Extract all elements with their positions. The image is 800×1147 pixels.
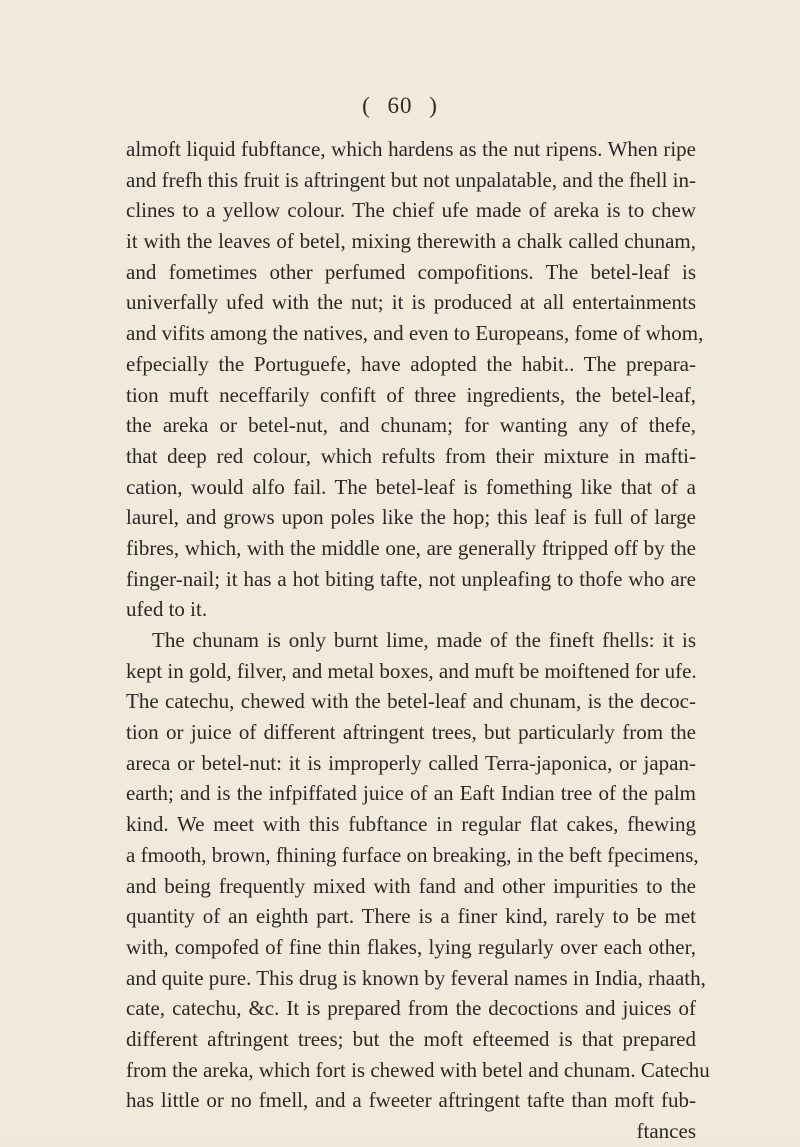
text-line: and being frequently mixed with fand and other impurities to the	[126, 873, 696, 898]
catchword: ftances	[636, 1119, 696, 1143]
text-line: that deep red colour, which refults from their mixture in mafti-	[126, 443, 696, 468]
text-line: the areka or betel-nut, and chunam; for wanting any of thefe,	[126, 413, 696, 438]
text-line: univerfally ufed with the nut; it is produced at all entertainments	[126, 290, 696, 315]
text-line: with, compofed of fine thin flakes, lying regularly over each other,	[126, 934, 696, 959]
text-line: earth; and is the infpiffated juice of an Eaft Indian tree of the palm	[126, 781, 696, 806]
text-line: cate, catechu, &c. It is prepared from the decoctions and juices of	[126, 996, 696, 1021]
text-line: fibres, which, with the middle one, are generally ftripped off by the	[126, 535, 696, 560]
text-line: and vifits among the natives, and even to Europeans, fome of whom,	[126, 321, 704, 346]
text-line: and fometimes other perfumed compofitions. The betel-leaf is	[126, 259, 696, 284]
text-line: cation, would alfo fail. The betel-leaf is fomething like that of a	[126, 474, 696, 499]
text-line: finger-nail; it has a hot biting tafte, not unpleafing to thofe who are	[126, 566, 696, 591]
text-line: efpecially the Portuguefe, have adopted the habit.. The prepara-	[126, 351, 696, 376]
text-line: from the areka, which fort is chewed with betel and chunam. Catechu	[126, 1057, 710, 1082]
text-line: a fmooth, brown, fhining furface on breaking, in the beft fpecimens,	[126, 842, 699, 867]
text-line: The chunam is only burnt lime, made of the fineft fhells: it is	[152, 628, 696, 652]
text-line: different aftringent trees; but the moft efteemed is that prepared	[126, 1026, 696, 1051]
text-line: it with the leaves of betel, mixing therewith a chalk called chunam,	[126, 229, 696, 254]
text-line: tion or juice of different aftringent trees, but particularly from the	[126, 720, 696, 745]
text-line: and quite pure. This drug is known by feveral names in India, rhaath,	[126, 965, 706, 990]
text-line: tion muft neceffarily confift of three ingredients, the betel-leaf,	[126, 382, 696, 407]
text-line: and frefh this fruit is aftringent but not unpalatable, and the fhell in-	[126, 167, 696, 192]
text-line: ufed to it.	[126, 597, 208, 622]
text-line: clines to a yellow colour. The chief ufe made of areka is to chew	[126, 198, 696, 223]
text-line: quantity of an eighth part. There is a finer kind, rarely to be met	[126, 904, 696, 929]
body-text	[126, 134, 710, 1147]
text-line: The catechu, chewed with the betel-leaf and chunam, is the decoc-	[126, 689, 696, 714]
text-line: kind. We meet with this fubftance in regular flat cakes, fhewing	[126, 812, 696, 837]
page-number-header: ( 60 )	[362, 93, 438, 118]
text-line: laurel, and grows upon poles like the hop; this leaf is full of large	[126, 505, 696, 530]
text-line: areca or betel-nut: it is improperly called Terra-japonica, or japan-	[126, 750, 696, 775]
text-line: almoft liquid fubftance, which hardens as the nut ripens. When ripe	[126, 137, 696, 161]
text-line: has little or no fmell, and a fweeter aftringent tafte than moft fub-	[126, 1088, 696, 1113]
text-line: kept in gold, filver, and metal boxes, and muft be moiftened for ufe.	[126, 658, 697, 683]
